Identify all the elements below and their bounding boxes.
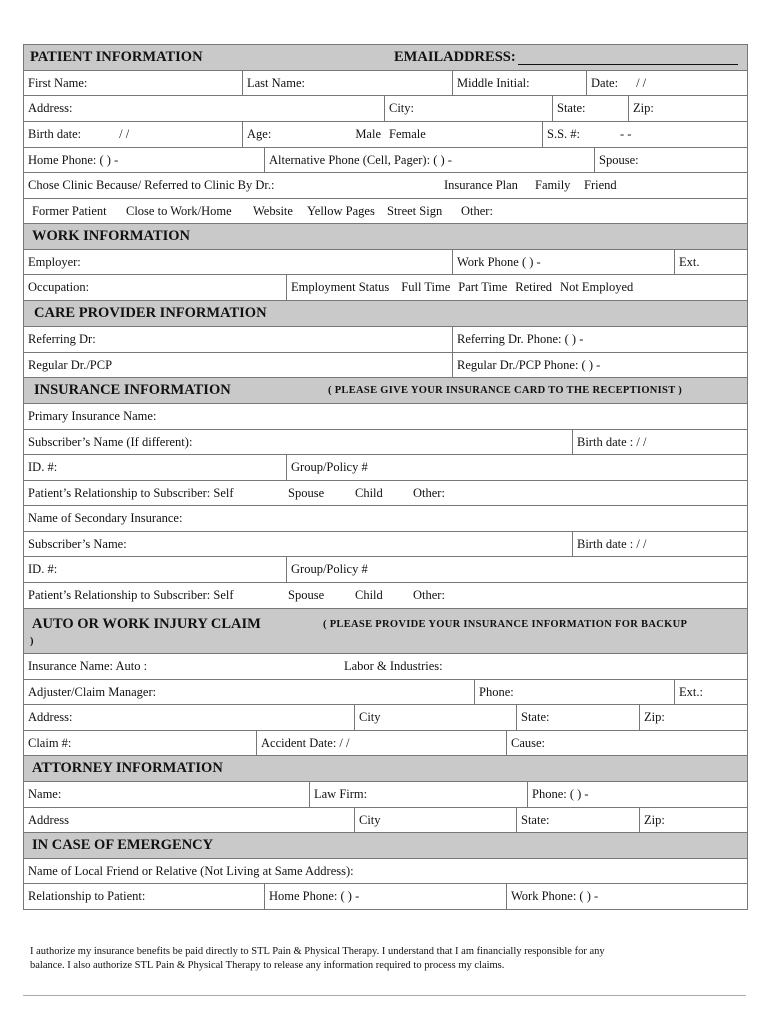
employer-field[interactable]: Employer: [28, 254, 81, 269]
referred-by-label[interactable]: Chose Clinic Because/ Referred to Clinic By Dr.: [28, 178, 275, 192]
local-contact-field[interactable]: Name of Local Friend or Relative (Not Living at Same Address): [28, 863, 354, 878]
employment-status-field: Employment Status Full Time Part Time Retired Not Employed [286, 275, 747, 300]
attorney-city-field[interactable]: City [354, 808, 516, 832]
relationship2-row [24, 583, 747, 609]
referral-options-row [24, 199, 747, 224]
section-title: AUTO OR WORK INJURY CLAIM [32, 616, 261, 632]
section-subtitle: ( PLEASE GIVE YOUR INSURANCE CARD TO THE RECEPTIONIST ) [328, 385, 683, 396]
patient-intake-form [23, 44, 748, 910]
attorney-information-header [24, 756, 747, 782]
relationship-self-option[interactable]: Patient’s Relationship to Subscriber: Self [28, 485, 234, 500]
id-field[interactable]: ID. #: [28, 460, 58, 474]
authorization-statement [30, 945, 730, 973]
attorney-address-row [24, 808, 747, 833]
email-underline[interactable] [518, 51, 738, 65]
referring-dr-row [24, 327, 747, 353]
ssn-field[interactable]: S.S. #: - - [542, 122, 747, 147]
authorization-line-2: balance. I also authorize STL Pain & Physical Therapy to release any information required to process my claims. [30, 960, 505, 971]
birth-date-field[interactable]: Birth date: / / [28, 127, 130, 141]
attorney-address-field[interactable]: Address [28, 812, 69, 827]
age-gender-field[interactable]: Age: Male Female [242, 122, 542, 147]
accident-date-field[interactable]: Accident Date: / / [256, 731, 506, 755]
relationship-to-patient-field[interactable]: Relationship to Patient: [28, 889, 146, 903]
phone-row [24, 148, 747, 173]
email-address-field[interactable] [394, 45, 738, 70]
full-time-option[interactable]: Full Time [401, 280, 451, 294]
secondary-group-policy-field[interactable]: Group/Policy # [286, 557, 747, 582]
secondary-relationship-spouse-option[interactable]: Spouse [288, 588, 325, 602]
cause-field[interactable]: Cause: [506, 731, 747, 755]
local-contact-row [24, 859, 747, 884]
occupation-field[interactable]: Occupation: [28, 280, 90, 294]
section-title: PATIENT INFORMATION [30, 49, 203, 65]
occupation-row [24, 275, 747, 301]
auto-insurance-row [24, 654, 747, 680]
subscriber-row [24, 430, 747, 455]
work-information-header [24, 224, 747, 250]
subscriber-name-field[interactable]: Subscriber’s Name (If different): [28, 434, 193, 449]
primary-insurance-name-field[interactable]: Primary Insurance Name: [28, 409, 157, 423]
yellow-pages-option[interactable]: Yellow Pages [307, 203, 375, 218]
website-option[interactable]: Website [253, 203, 293, 218]
secondary-relationship-other-option[interactable]: Other: [413, 588, 445, 602]
subtitle-close-paren: ) [30, 636, 34, 647]
care-provider-header [24, 301, 747, 327]
retired-option[interactable]: Retired [515, 280, 553, 294]
auto-injury-claim-header [24, 609, 747, 654]
state-field[interactable]: State: [552, 96, 628, 121]
friend-option[interactable]: Friend [584, 178, 617, 192]
adjuster-ext-field[interactable]: Ext.: [674, 680, 747, 704]
section-title: INSURANCE INFORMATION [34, 382, 231, 398]
adjuster-phone-field[interactable]: Phone: [474, 680, 674, 704]
name-row [24, 71, 747, 96]
patient-information-header [24, 45, 747, 71]
street-sign-option[interactable]: Street Sign [387, 203, 443, 218]
not-employed-option[interactable]: Not Employed [560, 280, 634, 294]
clinic-reason-row [24, 173, 747, 199]
claim-number-field[interactable]: Claim #: [28, 735, 72, 750]
adjuster-field[interactable]: Adjuster/Claim Manager: [28, 684, 157, 699]
female-option[interactable]: Female [389, 127, 426, 141]
secondary-id-field[interactable]: ID. #: [28, 562, 58, 576]
auto-zip-field[interactable]: Zip: [639, 705, 747, 730]
claim-row [24, 731, 747, 756]
auto-insurance-name-field[interactable]: Insurance Name: Auto : [28, 659, 148, 673]
relationship-child-option[interactable]: Child [355, 485, 383, 500]
attorney-zip-field[interactable]: Zip: [639, 808, 747, 832]
section-subtitle: ( PLEASE PROVIDE YOUR INSURANCE INFORMATION FOR BACKUP [323, 619, 688, 630]
home-phone-field[interactable]: Home Phone: ( ) - [28, 152, 119, 167]
attorney-phone-field[interactable]: Phone: ( ) - [527, 782, 747, 807]
other-option[interactable]: Other: [461, 203, 493, 218]
bottom-divider [23, 995, 746, 996]
secondary-birth-date-field[interactable]: Birth date : / / [572, 532, 747, 556]
auto-address-row [24, 705, 747, 731]
section-title: CARE PROVIDER INFORMATION [34, 305, 267, 321]
primary-insurance-row [24, 404, 747, 430]
emergency-home-phone-field[interactable]: Home Phone: ( ) - [264, 884, 506, 909]
referring-dr-field[interactable]: Referring Dr: [28, 332, 96, 346]
auto-state-field[interactable]: State: [516, 705, 639, 730]
labor-industries-field[interactable]: Labor & Industries: [344, 659, 443, 673]
secondary-relationship-self-option[interactable]: Patient’s Relationship to Subscriber: Self [28, 588, 234, 602]
adjuster-row [24, 680, 747, 705]
emergency-header [24, 833, 747, 859]
section-title: WORK INFORMATION [32, 228, 191, 244]
address-row [24, 96, 747, 122]
work-ext-field[interactable]: Ext. [674, 250, 747, 274]
regular-dr-phone-field[interactable]: Regular Dr./PCP Phone: ( ) - [452, 353, 747, 377]
attorney-name-row [24, 782, 747, 808]
emergency-work-phone-field[interactable]: Work Phone: ( ) - [506, 884, 747, 909]
email-label: EMAILADDRESS: [394, 49, 516, 65]
secondary-insurance-row [24, 506, 747, 532]
male-option[interactable]: Male [355, 127, 381, 141]
id-row [24, 455, 747, 481]
last-name-field[interactable]: Last Name: [242, 71, 452, 95]
relationship-spouse-option[interactable]: Spouse [288, 485, 325, 500]
insurance-plan-option[interactable]: Insurance Plan [444, 178, 518, 192]
former-patient-option[interactable]: Former Patient [32, 203, 107, 218]
part-time-option[interactable]: Part Time [458, 280, 508, 294]
alternative-phone-field[interactable]: Alternative Phone (Cell, Pager): ( ) - [264, 148, 594, 172]
subscriber2-row [24, 532, 747, 557]
birth-row [24, 122, 747, 148]
auto-city-field[interactable]: City [354, 705, 516, 730]
zip-field[interactable]: Zip: [628, 96, 747, 121]
subscriber-birth-date-field[interactable]: Birth date : / / [572, 430, 747, 454]
attorney-state-field[interactable]: State: [516, 808, 639, 832]
relationship-other-option[interactable]: Other: [413, 485, 445, 500]
insurance-information-header [24, 378, 747, 404]
id2-row [24, 557, 747, 583]
emergency-contact-row [24, 884, 747, 910]
section-title: ATTORNEY INFORMATION [32, 760, 223, 776]
family-option[interactable]: Family [535, 178, 571, 192]
work-phone-field[interactable]: Work Phone ( ) - [452, 250, 674, 274]
address-field[interactable]: Address: [28, 101, 73, 115]
relationship-row [24, 481, 747, 506]
law-firm-field[interactable]: Law Firm: [309, 782, 527, 807]
close-to-work-option[interactable]: Close to Work/Home [126, 203, 232, 218]
first-name-field[interactable]: First Name: [28, 75, 88, 90]
city-field[interactable]: City: [384, 96, 552, 121]
secondary-relationship-child-option[interactable]: Child [355, 588, 383, 602]
date-field[interactable]: Date: / / [586, 71, 747, 95]
section-title: IN CASE OF EMERGENCY [32, 837, 214, 853]
group-policy-field[interactable]: Group/Policy # [286, 455, 747, 480]
spouse-field[interactable]: Spouse: [594, 148, 747, 172]
authorization-line-1: I authorize my insurance benefits be paid directly to STL Pain & Physical Therapy. I understand that I am financially responsible for any [30, 946, 605, 957]
secondary-insurance-name-field[interactable]: Name of Secondary Insurance: [28, 511, 183, 525]
secondary-subscriber-name-field[interactable]: Subscriber’s Name: [28, 536, 127, 551]
attorney-name-field[interactable]: Name: [28, 787, 62, 801]
auto-address-field[interactable]: Address: [28, 710, 73, 724]
regular-dr-row [24, 353, 747, 378]
regular-dr-field[interactable]: Regular Dr./PCP [28, 357, 113, 372]
employer-row [24, 250, 747, 275]
referring-dr-phone-field[interactable]: Referring Dr. Phone: ( ) - [452, 327, 747, 352]
middle-initial-field[interactable]: Middle Initial: [452, 71, 586, 95]
